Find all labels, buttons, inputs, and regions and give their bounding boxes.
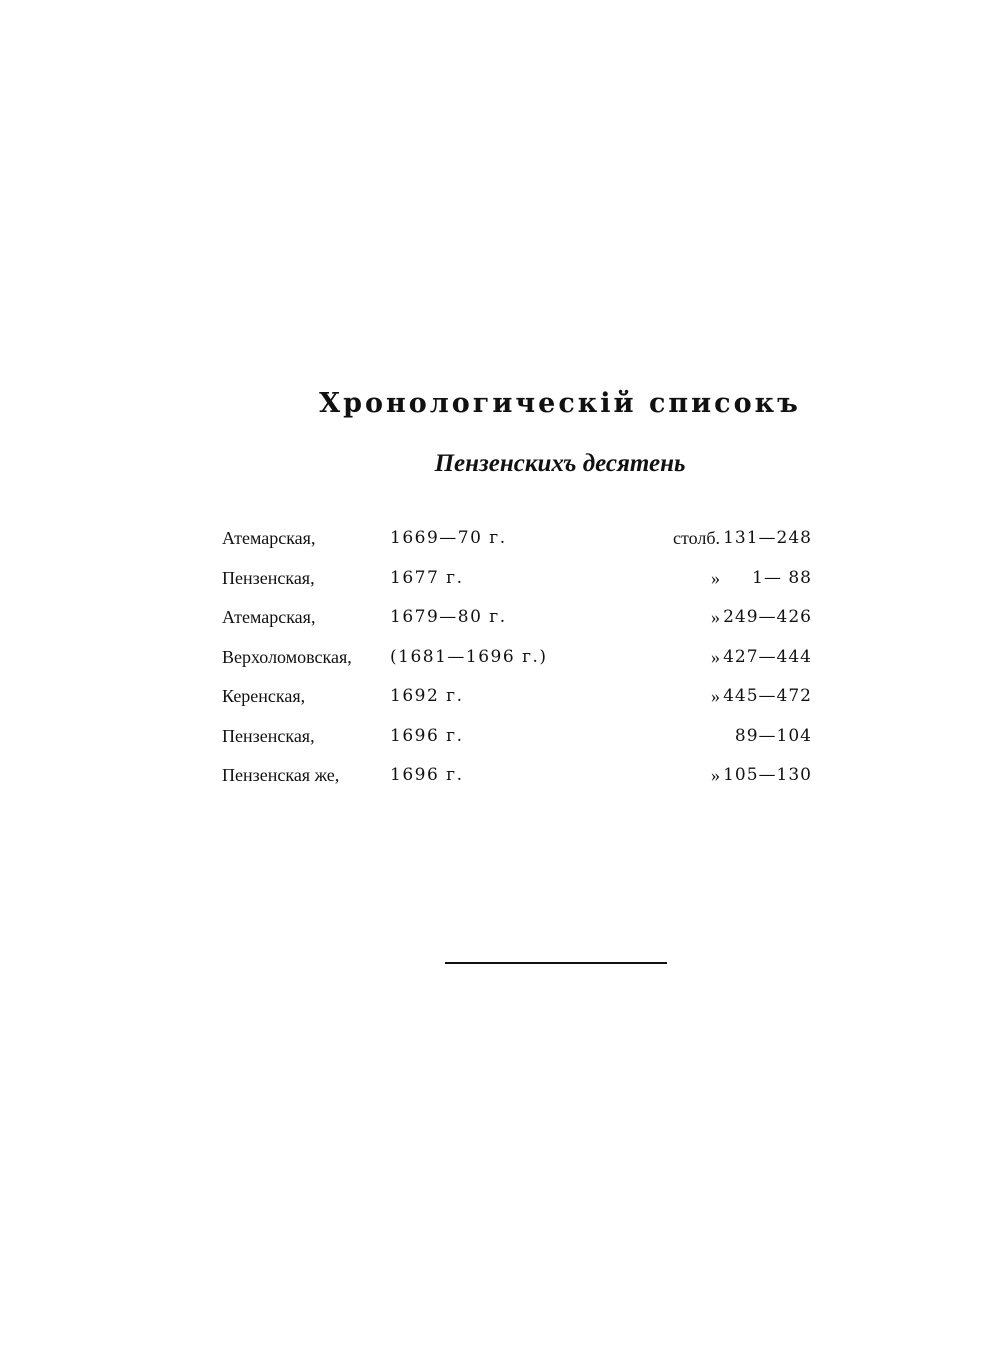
entry-range: 249—426	[723, 607, 812, 627]
list-item	[222, 678, 812, 718]
entry-marker: »	[711, 765, 720, 785]
list-item	[222, 718, 812, 758]
entry-range: 131—248	[723, 528, 812, 548]
entry-date: (1681—1696 г.)	[390, 646, 548, 667]
entry-name: Пензенская,	[222, 725, 315, 746]
entry-date: 1696 г.	[390, 765, 464, 785]
entry-date: 1677 г.	[390, 567, 464, 588]
list-item	[222, 560, 812, 600]
chronological-list	[222, 520, 812, 797]
list-item	[222, 599, 812, 639]
entry-range: 1— 88	[752, 567, 812, 588]
entry-range: 105—130	[723, 765, 812, 785]
entry-marker: »	[711, 646, 720, 667]
entry-range: 89—104	[734, 725, 812, 746]
entry-name: Атемарская,	[222, 607, 316, 627]
entry-name: Пензенская же,	[222, 765, 340, 785]
entry-date: 1696 г.	[390, 725, 464, 746]
entry-marker: »	[711, 607, 720, 627]
page-title: Хронологическій списокъ	[319, 388, 801, 419]
entry-range: 427—444	[723, 646, 812, 667]
entry-range: 445—472	[723, 686, 812, 706]
entry-marker: столб.	[672, 528, 720, 548]
entry-marker: »	[711, 567, 720, 588]
entry-date: 1669—70 г.	[390, 528, 507, 548]
closing-rule	[445, 962, 667, 964]
entry-date: 1679—80 г.	[390, 607, 507, 627]
entry-marker: »	[711, 686, 720, 706]
list-item	[222, 520, 812, 560]
list-item	[222, 757, 812, 797]
entry-name: Керенская,	[222, 686, 306, 706]
entry-name: Атемарская,	[222, 528, 316, 548]
entry-name: Верхоломовская,	[222, 646, 352, 667]
entry-date: 1692 г.	[390, 686, 464, 706]
page-subtitle: Пензенскихъ десятень	[434, 450, 686, 477]
entry-name: Пензенская,	[222, 567, 315, 588]
list-item	[222, 639, 812, 679]
